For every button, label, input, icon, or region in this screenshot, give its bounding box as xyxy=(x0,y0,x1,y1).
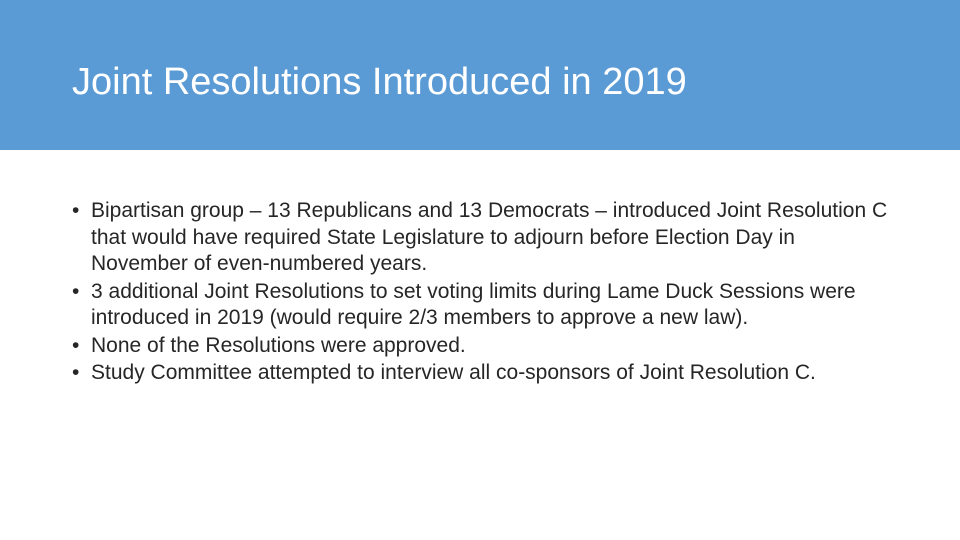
bullet-text: Bipartisan group – 13 Republicans and 13 Democrats – introduced Joint Resolution C that would have required State Legislature to adjourn before Election Day in November of even-numbered years. xyxy=(91,199,888,275)
bullet-text: Study Committee attempted to interview all co-sponsors of Joint Resolution C. xyxy=(91,361,816,384)
bullet-item xyxy=(72,333,892,360)
bullet-dot-icon: • xyxy=(72,199,80,222)
bullet-list xyxy=(72,198,892,388)
bullet-item xyxy=(72,279,892,332)
bullet-dot-icon: • xyxy=(72,361,80,384)
bullet-item xyxy=(72,198,892,278)
bullet-dot-icon: • xyxy=(72,279,80,303)
bullet-text: 3 additional Joint Resolutions to set voting limits during Lame Duck Sessions were introduced in 2019 (would require 2/3 members to approve a new law). xyxy=(91,279,856,329)
bullet-dot-icon: • xyxy=(72,333,80,357)
slide-title: Joint Resolutions Introduced in 2019 xyxy=(72,61,687,103)
title-band xyxy=(0,0,960,150)
bullet-item xyxy=(72,360,892,387)
bullet-text: None of the Resolutions were approved. xyxy=(91,333,466,357)
